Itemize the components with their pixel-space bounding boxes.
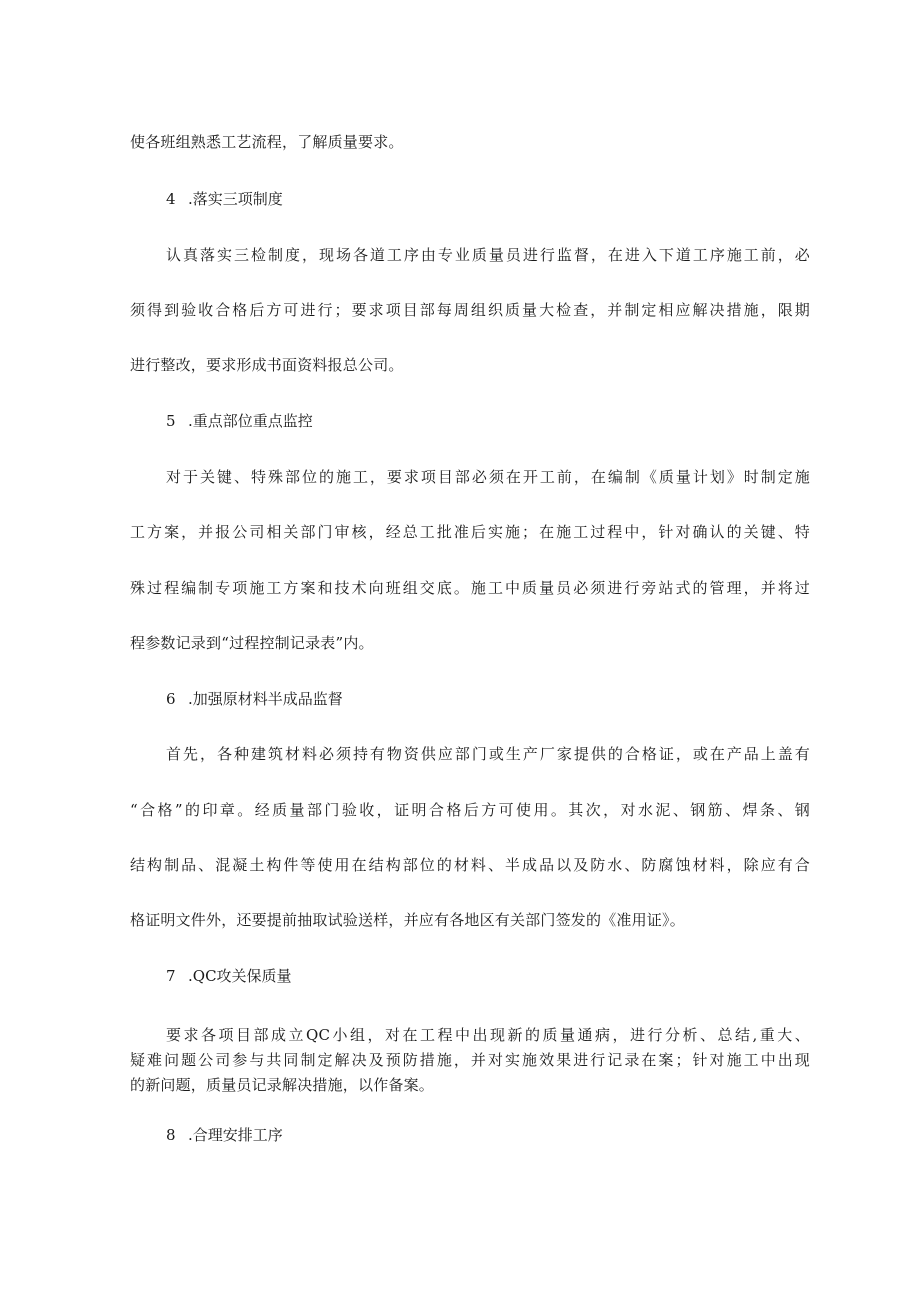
paragraph-line: 使各班组熟悉工艺流程，了解质量要求。	[130, 133, 404, 151]
section-title: .QC攻关保质量	[188, 967, 292, 985]
paragraph-line: 格证明文件外，还要提前抽取试验送样，并应有各地区有关部门签发的《准用证》。	[130, 911, 685, 929]
section-heading-5	[166, 410, 313, 431]
paragraph-line: 须得到验收合格后方可进行；要求项目部每周组织质量大检查，并制定相应解决措施，限期	[130, 301, 810, 319]
paragraph-line: 进行整改，要求形成书面资料报总公司。	[130, 356, 404, 374]
paragraph-line: 疑难问题公司参与共同制定解决及预防措施，并对实施效果进行记录在案；针对施工中出现	[130, 1051, 810, 1069]
section-number: 8	[166, 1126, 176, 1144]
paragraph-line: 殊过程编制专项施工方案和技术向班组交底。施工中质量员必须进行旁站式的管理，并将过	[130, 579, 810, 597]
section-number: 7	[166, 967, 176, 985]
paragraph-line: 认真落实三检制度，现场各道工序由专业质量员进行监督，在进入下道工序施工前，必	[166, 246, 810, 264]
paragraph-line: 程参数记录到“过程控制记录表”内。	[130, 634, 374, 652]
section-title: .重点部位重点监控	[188, 412, 313, 430]
section-heading-8	[166, 1124, 283, 1145]
section-heading-7	[166, 965, 292, 986]
paragraph-line: 对于关键、特殊部位的施工，要求项目部必须在开工前，在编制《质量计划》时制定施	[166, 468, 810, 486]
paragraph-line: 工方案，并报公司相关部门审核，经总工批准后实施；在施工过程中，针对确认的关键、特	[130, 523, 810, 541]
paragraph-line: 结构制品、混凝土构件等使用在结构部位的材料、半成品以及防水、防腐蚀材料，除应有合	[130, 856, 810, 874]
section-number: 5	[166, 412, 176, 430]
paragraph-line: 首先，各种建筑材料必须持有物资供应部门或生产厂家提供的合格证，或在产品上盖有	[166, 745, 810, 763]
section-title: .加强原材料半成品监督	[188, 690, 343, 708]
section-heading-6	[166, 688, 343, 709]
section-number: 4	[166, 190, 176, 208]
paragraph-line: 的新问题，质量员记录解决措施，以作备案。	[130, 1076, 435, 1094]
paragraph-line: 要求各项目部成立QC小组，对在工程中出现新的质量通病，进行分析、总结,重大、	[166, 1026, 810, 1044]
paragraph-line: “合格”的印章。经质量部门验收，证明合格后方可使用。其次，对水泥、钢筋、焊条、钢	[130, 801, 810, 819]
section-title: .落实三项制度	[188, 190, 283, 208]
section-title: .合理安排工序	[188, 1126, 283, 1144]
section-heading-4	[166, 188, 283, 209]
section-number: 6	[166, 690, 176, 708]
